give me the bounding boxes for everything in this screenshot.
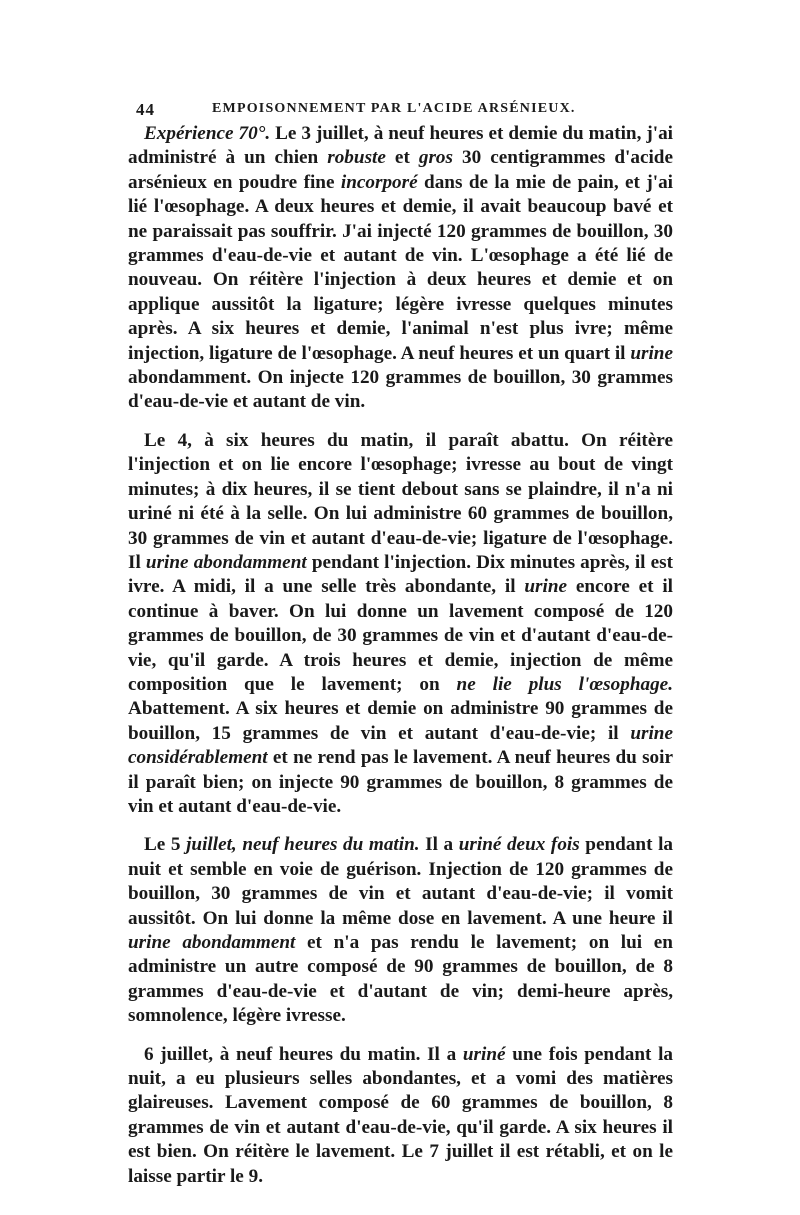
text-segment: et ne rend pas le lavement. A neuf heures du soir il paraît bien; on injecte 90 grammes de bouillon, 8 grammes de vin et autant d'eau-de-vie.	[128, 747, 673, 817]
italic-text: gros	[418, 147, 453, 169]
page-number: 44	[136, 100, 155, 119]
italic-text: robuste	[327, 147, 386, 169]
italic-text: incorporé	[340, 171, 418, 193]
text-segment: abondamment. On injecte 120 grammes de bouillon, 30 grammes d'eau-de-vie et autant de vin.	[128, 367, 673, 413]
text-segment: et n'a pas rendu le lavement; on lui en administre un autre composé de 90 grammes de bouillon, de 8 grammes d'eau-de-vie et d'autant de vin; demi-heure après, somnolence, légère ivresse.	[128, 932, 673, 1027]
book-page	[128, 96, 673, 1189]
paragraph-july-6	[128, 1043, 673, 1189]
experience-label: Expérience 70°.	[144, 123, 271, 144]
text-segment: Le 4, à six heures du matin, il paraît abattu. On réitère l'injection et on lie encore l'œsophage; ivresse au bout de vingt minutes; à dix heures, il se tient debout sans se plaindre, il n'a ni uriné ni été à la selle. On lui administre 60 grammes de bouillon, 30 grammes de vin et autant d'eau-de-vie; ligature de l'œsophage. Il	[128, 429, 673, 573]
text-segment: dans de la mie de pain, et j'ai lié l'œsophage. A deux heures et demie, il avait beaucoup bavé et ne paraissait pas souffrir. J'ai injecté 120 grammes de bouillon, 30 grammes d'eau-de-vie et autant de vin. L'œsophage a été lié de nouveau. On réitère l'injection à deux heures et demie et on applique aussitôt la ligature; légère ivresse quelques minutes après. A six heures et demie, l'animal n'est plus ivre; même injection, ligature de l'œsophage. A neuf heures et un quart il	[128, 171, 673, 364]
text-segment: encore et il continue à baver. On lui donne un lavement composé de 120 grammes de bouillon, de 30 grammes de vin et d'autant d'eau-de-vie, qu'il garde. A trois heures et demie, injection de même composition que le lavement; on	[128, 576, 673, 695]
paragraph-july-4	[128, 429, 673, 820]
italic-text: uriné	[462, 1043, 506, 1065]
text-segment: et	[385, 147, 419, 169]
italic-text: uriné deux fois	[458, 834, 580, 856]
paragraph-july-5	[128, 833, 673, 1028]
text-segment: 30 centigrammes d'acide arsénieux en poudre fine	[128, 147, 673, 193]
text-segment: Le 3 juillet, à neuf heures et demie du matin, j'ai administré à un chien	[128, 123, 673, 169]
text-segment: 6 juillet, à neuf heures du matin. Il a	[144, 1043, 463, 1065]
running-head	[128, 96, 673, 122]
italic-text: urine	[524, 576, 568, 598]
paragraph-experience-70	[128, 122, 673, 415]
running-title: EMPOISONNEMENT PAR L'ACIDE ARSÉNIEUX.	[212, 101, 576, 116]
italic-text: urine abondamment	[145, 551, 307, 573]
text-segment: Le 5	[144, 834, 187, 856]
text-segment: pendant la nuit et semble en voie de guérison. Injection de 120 grammes de bouillon, 30 grammes de vin et autant d'eau-de-vie; il vomit aussitôt. On lui donne la même dose en lavement. A une heure il	[128, 834, 674, 929]
italic-text: urine considérablement	[128, 722, 673, 769]
text-segment: Il a	[419, 834, 459, 856]
text-segment: Abattement. A six heures et demie on administre 90 grammes de bouillon, 15 grammes de vin et autant d'eau-de-vie; il	[128, 698, 673, 744]
text-segment: pendant l'injection. Dix minutes après, il est ivre. A midi, il a une selle très abondante, il	[128, 551, 673, 598]
text-segment: une fois pendant la nuit, a eu plusieurs selles abondantes, et a vomi des matières glaireuses. Lavement composé de 60 grammes de bouillon, 8 grammes de vin et autant d'eau-de-vie, qu'il garde. A six heures il est bien. On réitère le lavement. Le 7 juillet il est rétabli, et on le laisse partir le 9.	[128, 1043, 674, 1187]
italic-text: ne lie plus l'œsophage.	[456, 673, 673, 695]
italic-text: urine	[630, 342, 673, 364]
italic-text: urine abondamment	[128, 932, 296, 953]
italic-text: juillet, neuf heures du matin.	[186, 834, 420, 856]
